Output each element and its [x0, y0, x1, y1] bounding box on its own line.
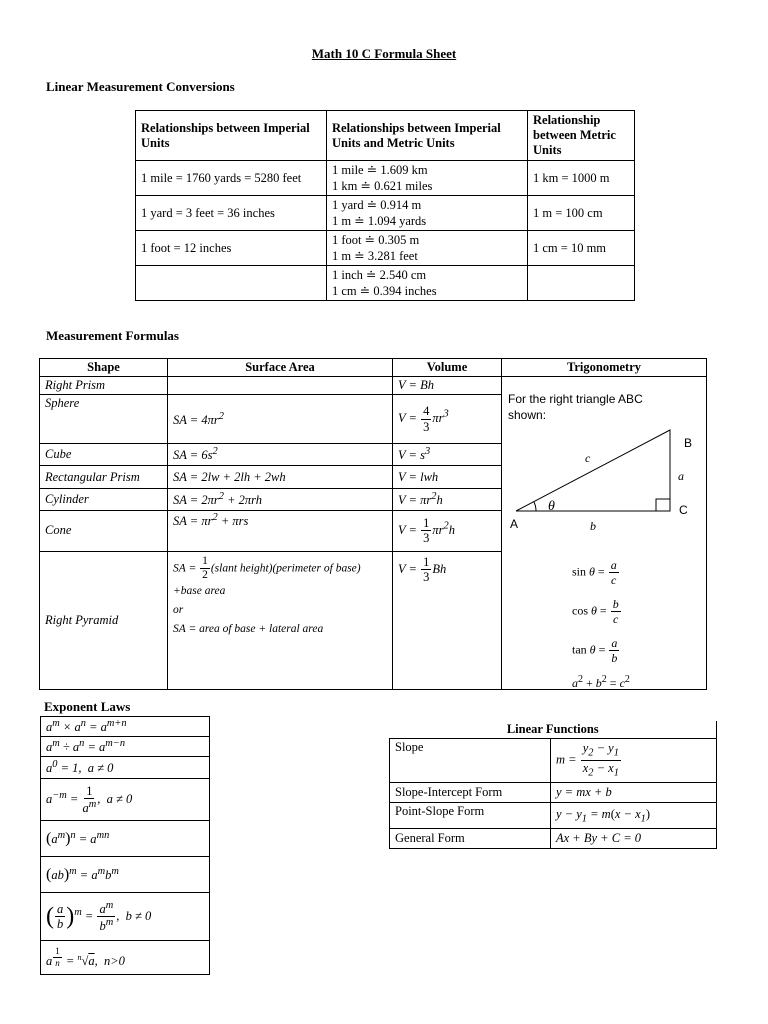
side-a-label: a [678, 469, 684, 483]
surface-area-cell: SA = $\pi r^2 + \pi rs$ [168, 511, 393, 552]
measurement-heading: Measurement Formulas [46, 328, 179, 343]
conv-cell [136, 266, 327, 301]
pythagorean-formula: $a^2 + b^2 = c^2$ [572, 674, 630, 690]
conv-header-imperial: Relationships between Imperial Units [136, 111, 327, 161]
table-row [136, 161, 635, 196]
exponent-law: a $^{\frac{1}{n}}$ = $^n$√a, n>0 [41, 941, 210, 975]
linear-function-formula: $y - y_1 = m(x - x_1)$ [551, 803, 717, 829]
surface-area-cell: SA = $\frac{1}{2}$ (slant height)(perimeter of base) +base area or SA = area of base + lateral area [168, 551, 393, 689]
tangent-formula: tan θ = $\frac{a}{b}$ [572, 636, 618, 665]
table-row [136, 196, 635, 231]
page-title: Math 10 C Formula Sheet [311, 46, 457, 61]
surface-area-cell [168, 377, 393, 395]
trig-cell [502, 377, 707, 690]
conv-cell [528, 266, 635, 301]
surface-area-cell: SA = $4\pi r^2$ [168, 395, 393, 444]
shape-name: Cube [40, 444, 168, 466]
conv-cell: 1 foot = 12 inches [136, 231, 327, 266]
table-row [41, 821, 210, 857]
table-row [41, 717, 210, 737]
vertex-a-label: A [510, 517, 519, 531]
linear-function-label: Slope-Intercept Form [390, 783, 551, 803]
conv-cell: 1 km = 1000 m [528, 161, 635, 196]
surface-area-cell: SA = $2\pi r^2 + 2\pi rh$ [168, 488, 393, 510]
table-row [390, 739, 717, 783]
linear-functions-table [389, 721, 717, 849]
header-surface-area: Surface Area [168, 359, 393, 377]
exponent-law: $a^{-m}$ = $\frac{1}{a^m}$ , a ≠ 0 [41, 779, 210, 821]
exponent-law: $a^0 = 1$, a ≠ 0 [41, 757, 210, 779]
cosine-formula: cos θ = $\frac{b}{c}$ [572, 597, 619, 626]
volume-cell: V = Bh [393, 377, 502, 395]
shape-name: Right Pyramid [40, 551, 168, 689]
exponent-heading: Exponent Laws [44, 699, 131, 714]
conv-cell: 1 mile = 1760 yards = 5280 feet [136, 161, 327, 196]
side-c-label: c [585, 451, 591, 465]
linear-function-label: Point-Slope Form [390, 803, 551, 829]
linear-function-label: Slope [390, 739, 551, 783]
surface-area-cell: SA = 2lw + 2lh + 2wh [168, 466, 393, 488]
header-trigonometry: Trigonometry [502, 359, 707, 377]
table-row [41, 893, 210, 941]
conv-cell: 1 yard = 3 feet = 36 inches [136, 196, 327, 231]
shape-name: Cylinder [40, 488, 168, 510]
conv-cell: 1 yard ≐ 0.914 m 1 m ≐ 1.094 yards [327, 196, 528, 231]
conv-header-metric: Relationship between Metric Units [528, 111, 635, 161]
volume-cell: V = $\frac{4}{3}$ $\pi r^3$ [393, 395, 502, 444]
conv-header-mixed: Relationships between Imperial Units and Metric Units [327, 111, 528, 161]
shape-name: Right Prism [40, 377, 168, 395]
right-triangle-diagram [502, 377, 705, 547]
table-row [41, 779, 210, 821]
conv-cell: 1 inch ≐ 2.540 cm 1 cm ≐ 0.394 inches [327, 266, 528, 301]
table-row [41, 857, 210, 893]
table-row [41, 941, 210, 975]
table-row [390, 829, 717, 849]
volume-cell: $V = \pi r^2h$ [393, 488, 502, 510]
svg-text:θ: θ [548, 499, 555, 514]
header-shape: Shape [40, 359, 168, 377]
table-row [136, 266, 635, 301]
exponent-law: $(ab)^m = a^mb^m$ [41, 857, 210, 893]
table-row [390, 803, 717, 829]
table-row [41, 757, 210, 779]
linear-heading: Linear Measurement Conversions [46, 79, 235, 94]
sine-formula: sin θ = $\frac{a}{c}$ [572, 558, 617, 587]
volume-cell: $V = s^3$ [393, 444, 502, 466]
conv-cell: 1 cm = 10 mm [528, 231, 635, 266]
exponent-law: $a^m \div a^n = a^{m-n}$ [41, 737, 210, 757]
measurement-table [39, 358, 707, 690]
conv-cell: 1 m = 100 cm [528, 196, 635, 231]
linear-function-label: General Form [390, 829, 551, 849]
conversion-table [135, 110, 635, 301]
vertex-b-label: B [684, 436, 693, 450]
volume-cell: V = $\frac{1}{3}$ Bh [393, 551, 502, 689]
shape-name: Sphere [40, 395, 168, 444]
volume-cell: V = lwh [393, 466, 502, 488]
table-row [136, 231, 635, 266]
table-row [390, 783, 717, 803]
linear-functions-heading: Linear Functions [390, 721, 717, 739]
trig-intro: For the right triangle ABC shown: [508, 392, 643, 422]
linear-function-formula: m = $\frac{y_2 - y_1}{x_2 - x_1}$ [551, 739, 717, 783]
linear-function-formula: Ax + By + C = 0 [551, 829, 717, 849]
exponent-law: $(a^m)^n = a^{mn}$ [41, 821, 210, 857]
exponent-law: ( $\frac{a}{b}$ )$^m$ = $\frac{a^m}{b^m}$ , b ≠ 0 [41, 893, 210, 941]
shape-name: Rectangular Prism [40, 466, 168, 488]
shape-name: Cone [40, 511, 168, 552]
exponent-table [40, 716, 210, 975]
table-row [40, 377, 707, 395]
table-row [41, 737, 210, 757]
conv-cell: 1 foot ≐ 0.305 m 1 m ≐ 3.281 feet [327, 231, 528, 266]
header-volume: Volume [393, 359, 502, 377]
surface-area-cell: SA = $6s^2$ [168, 444, 393, 466]
exponent-law: $a^m \times a^n = a^{m+n}$ [41, 717, 210, 737]
volume-cell: V = $\frac{1}{3}$ $\pi r^2h$ [393, 511, 502, 552]
side-b-label: b [590, 519, 596, 533]
vertex-c-label: C [679, 503, 688, 517]
linear-function-formula: y = mx + b [551, 783, 717, 803]
conv-cell: 1 mile ≐ 1.609 km 1 km ≐ 0.621 miles [327, 161, 528, 196]
